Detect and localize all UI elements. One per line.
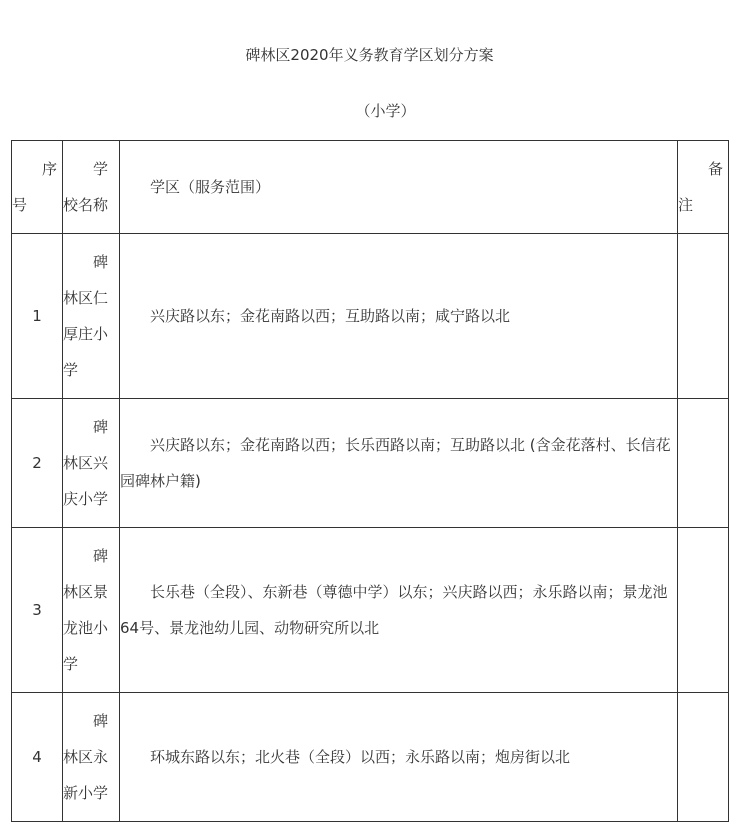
- table-header-row: [12, 141, 729, 234]
- header-service-range: 学区（服务范围）: [150, 178, 271, 196]
- row-remark: [678, 234, 729, 399]
- table-row: [12, 528, 729, 693]
- row-service-range: 兴庆路以东；金花南路以西；互助路以南；咸宁路以北: [120, 234, 678, 399]
- row-service-range: 兴庆路以东；金花南路以西；长乐西路以南；互助路以北 (含金花落村、长信花园碑林户籍): [120, 399, 678, 528]
- row-service-range: 环城东路以东；北火巷（全段）以西；永乐路以南；炮房街以北: [120, 693, 678, 822]
- row-remark: [678, 693, 729, 822]
- row-service-range: 长乐巷（全段）、东新巷（尊德中学）以东；兴庆路以西；永乐路以南；景龙池64号、景龙池幼儿园、动物研究所以北: [120, 528, 678, 693]
- header-school-name: 学校名称: [63, 160, 109, 214]
- row-remark: [678, 399, 729, 528]
- row-school-name: 碑林区永新小学: [63, 693, 120, 822]
- table-row: [12, 234, 729, 399]
- header-school-name-cell: [63, 141, 120, 234]
- row-school-name: 碑林区景龙池小学: [63, 528, 120, 693]
- school-zone-table: [11, 140, 729, 822]
- row-number: 2: [12, 399, 63, 528]
- document-subtitle: （小学）: [355, 102, 416, 120]
- header-remark: 备注: [678, 160, 724, 214]
- row-school-name: 碑林区兴庆小学: [63, 399, 120, 528]
- table-row: [12, 693, 729, 822]
- table-row: [12, 399, 729, 528]
- document-title: 碑林区2020年义务教育学区划分方案: [245, 46, 494, 64]
- row-school-name: 碑林区仁厚庄小学: [63, 234, 120, 399]
- row-remark: [678, 528, 729, 693]
- header-service-range-cell: [120, 141, 678, 234]
- header-number: 序号: [12, 160, 58, 214]
- header-remark-cell: [678, 141, 729, 234]
- row-number: 1: [12, 234, 63, 399]
- row-number: 4: [12, 693, 63, 822]
- row-number: 3: [12, 528, 63, 693]
- header-number-cell: [12, 141, 63, 234]
